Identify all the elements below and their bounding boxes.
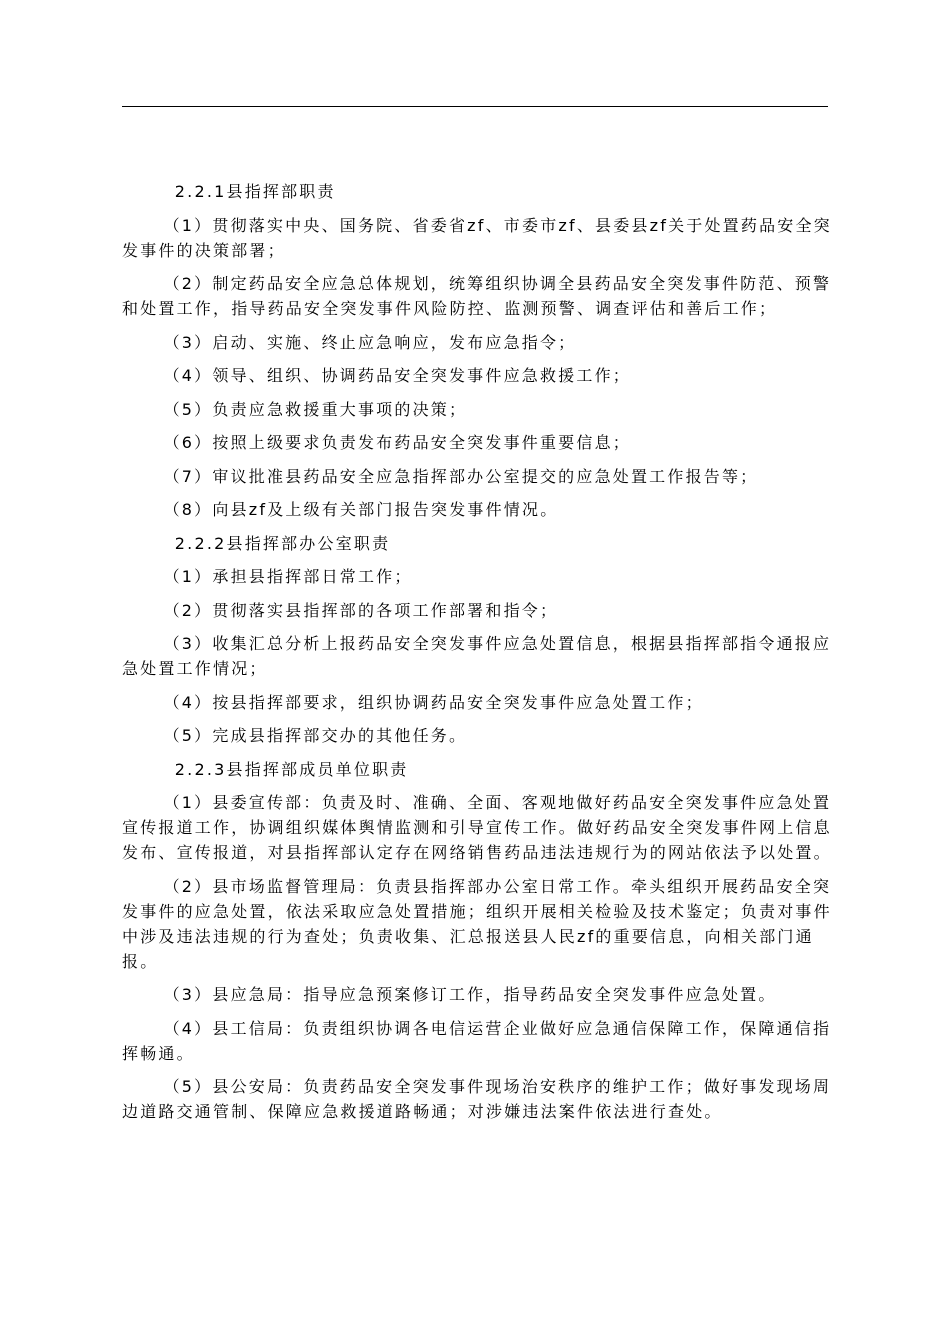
paragraph: （2）贯彻落实县指挥部的各项工作部署和指令； [163,600,559,620]
paragraph: （5）完成县指挥部交办的其他任务。 [163,726,468,745]
paragraph: （1）承担县指挥部日常工作； [163,567,413,586]
section-heading-2-2-1: 2.2.1县指挥部职责 [174,182,336,201]
section-heading-2-2-3: 2.2.3县指挥部成员单位职责 [174,759,409,779]
paragraph: （3）启动、实施、终止应急响应，发布应急指令； [163,332,577,352]
section-heading-2-2-2: 2.2.2县指挥部办公室职责 [174,533,391,553]
paragraph: （3）收集汇总分析上报药品安全突发事件应急处置信息，根据县指挥部指令通报应急处置工作情况； [122,634,832,678]
header-rule [122,106,828,107]
paragraph: （2）县市场监督管理局：负责县指挥部办公室日常工作。牵头组织开展药品安全突发事件的应急处置，依法采取应急处置措施；组织开展相关检验及技术鉴定；负责对事件中涉及违法违规的行为查处；负责收集、汇总报送县人民zf的重要信息，向相关部门通报。 [122,876,832,971]
paragraph: （5）负责应急救援重大事项的决策； [163,399,468,419]
paragraph: （4）按县指挥部要求，组织协调药品安全突发事件应急处置工作； [163,692,704,712]
paragraph: （2）制定药品安全应急总体规划，统筹组织协调全县药品安全突发事件防范、预警和处置工作，指导药品安全突发事件风险防控、监测预警、调查评估和善后工作； [122,274,832,318]
paragraph: （6）按照上级要求负责发布药品安全突发事件重要信息； [163,433,631,452]
paragraph: （4）领导、组织、协调药品安全突发事件应急救援工作； [163,366,631,385]
paragraph: （3）县应急局：指导应急预案修订工作，指导药品安全突发事件应急处置。 [163,985,777,1004]
paragraph: （8）向县zf及上级有关部门报告突发事件情况。 [163,500,559,519]
paragraph: （4）县工信局：负责组织协调各电信运营企业做好应急通信保障工作，保障通信指挥畅通。 [122,1018,832,1063]
paragraph: （1）贯彻落实中央、国务院、省委省zf、市委市zf、县委县zf关于处置药品安全突发事件的决策部署； [122,215,832,260]
paragraph: （7）审议批准县药品安全应急指挥部办公室提交的应急处置工作报告等； [163,466,759,486]
document-body [122,179,834,1133]
paragraph: （5）县公安局：负责药品安全突发事件现场治安秩序的维护工作；做好事发现场周边道路交通管制、保障应急救援道路畅通；对涉嫌违法案件依法进行查处。 [122,1077,832,1121]
paragraph: （1）县委宣传部：负责及时、准确、全面、客观地做好药品安全突发事件应急处置宣传报道工作，协调组织媒体舆情监测和引导宣传工作。做好药品安全突发事件网上信息发布、宣传报道，对县指挥部认定存在网络销售药品违法违规行为的网站依法予以处置。 [122,793,832,862]
